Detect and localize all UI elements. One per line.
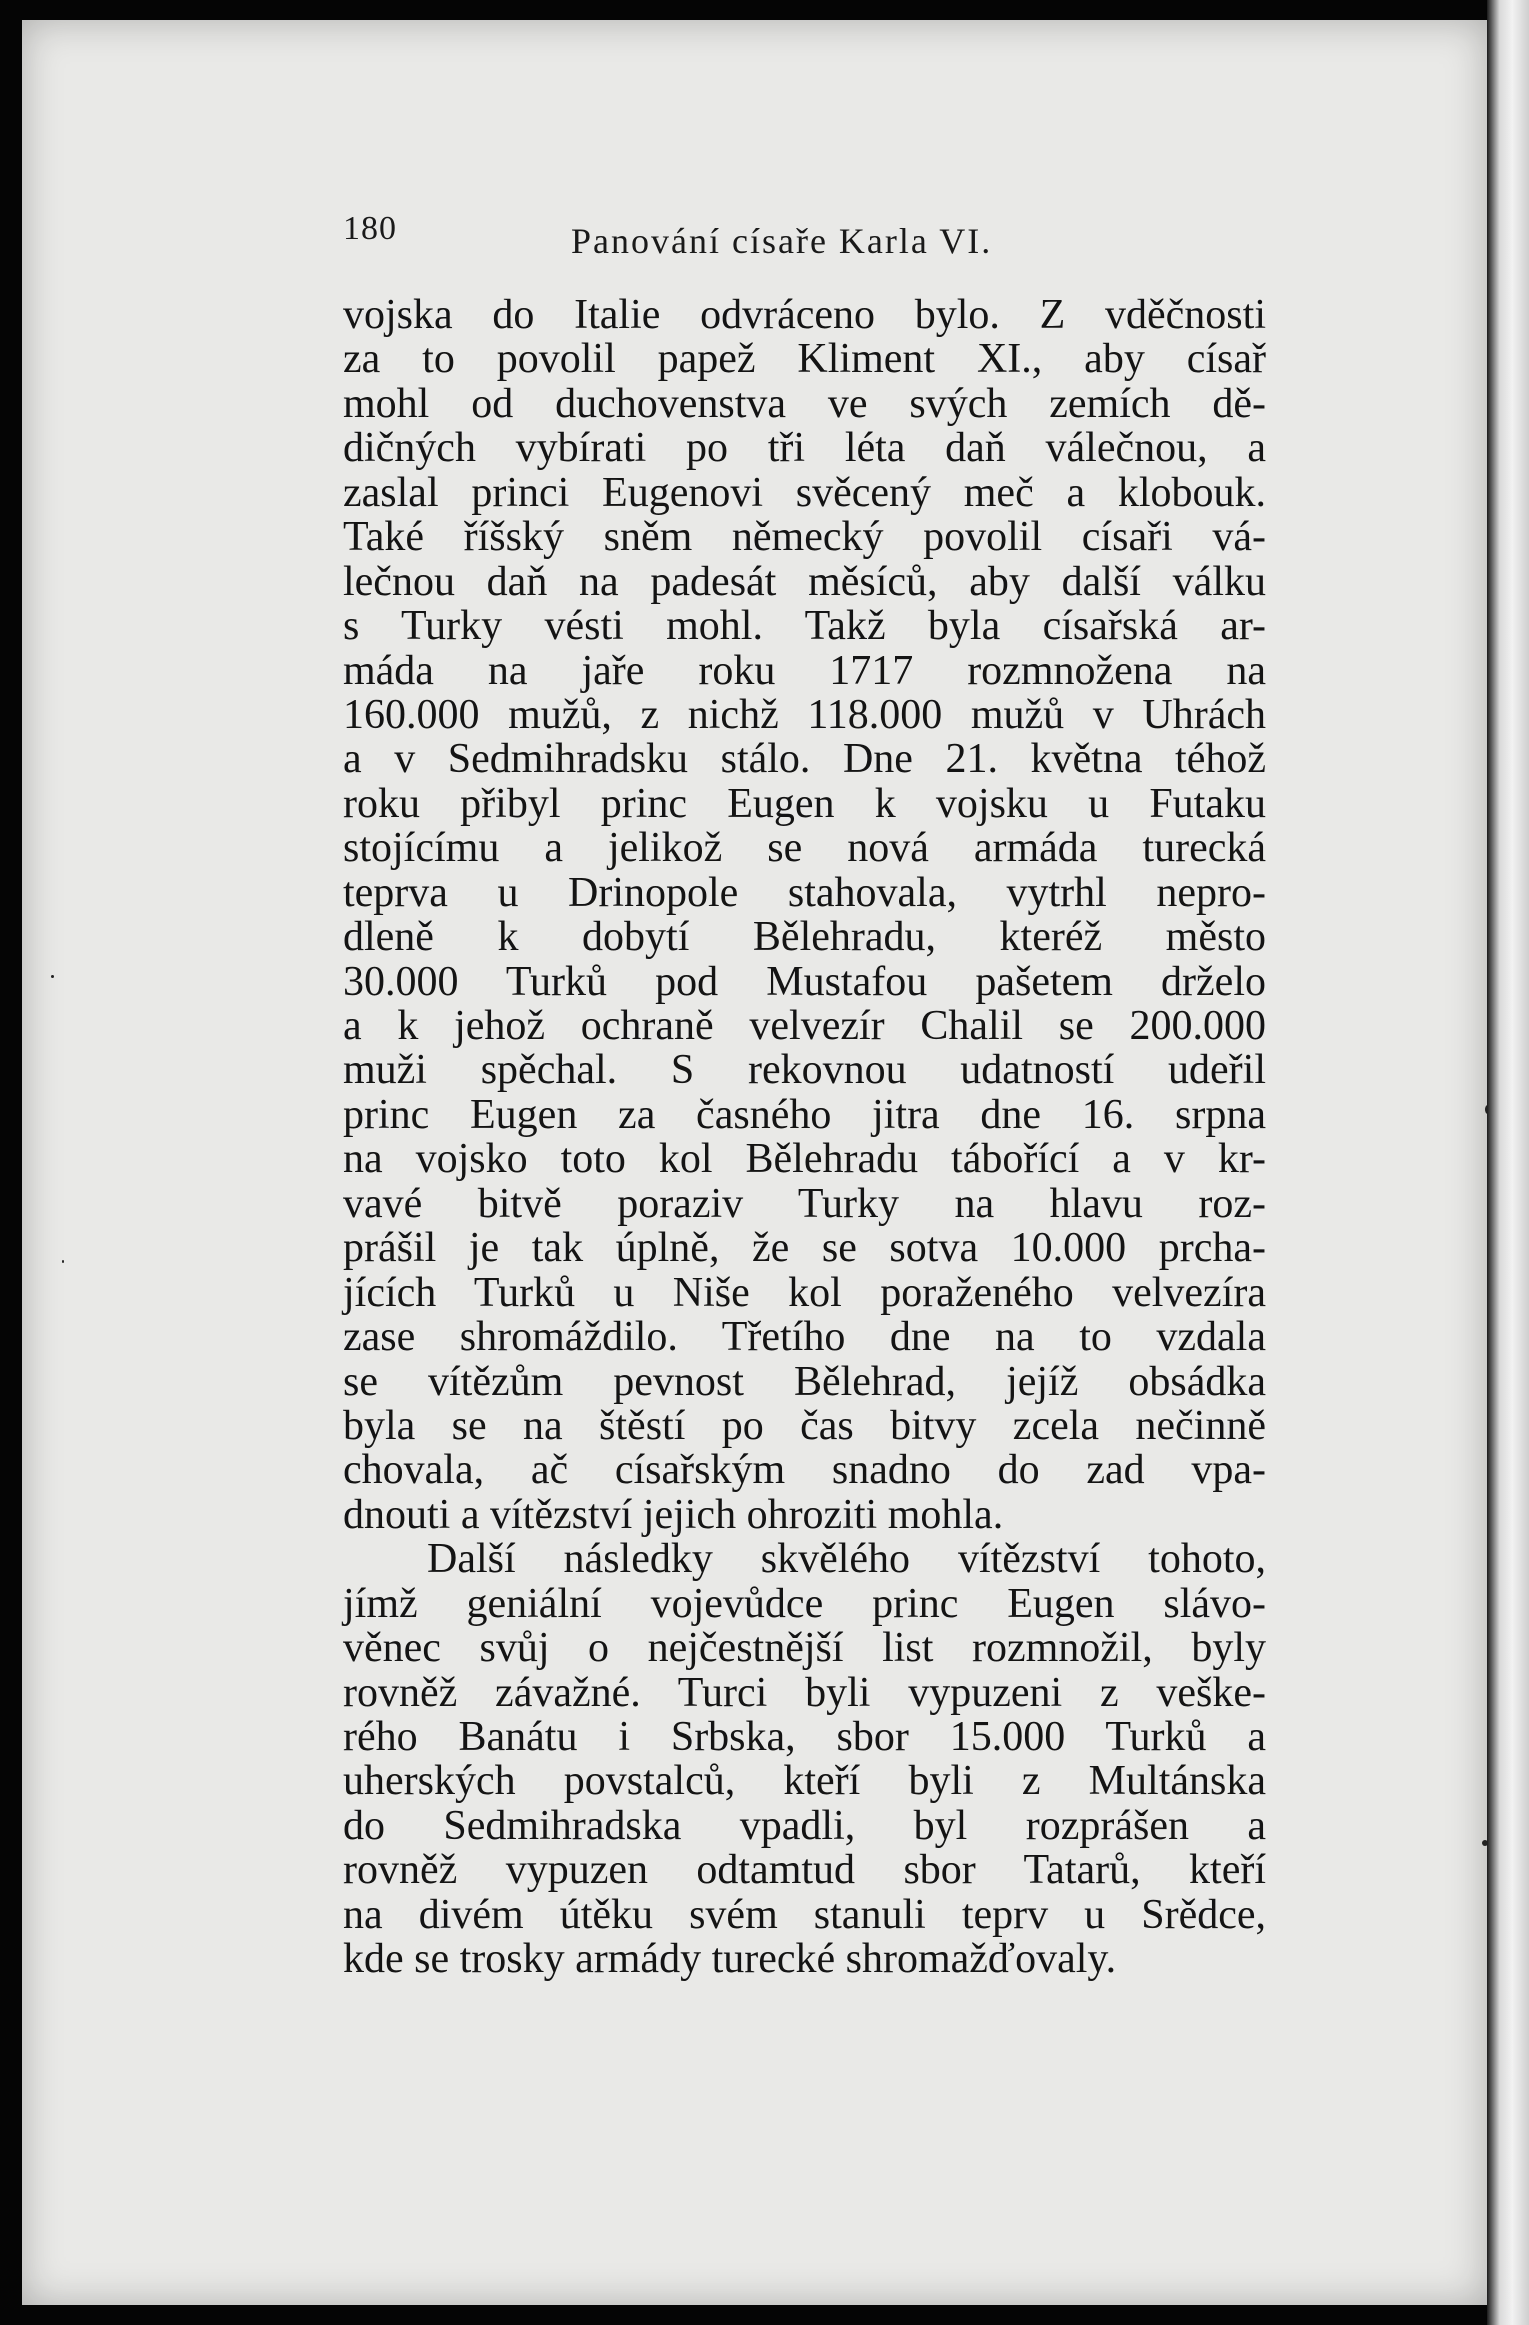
text-line: na divém útěku svém stanuli teprv u Srědce, xyxy=(343,1891,1266,1938)
text-line: jících Turků u Niše kol poraženého velvezíra xyxy=(343,1269,1266,1316)
text-line: kde se trosky armády turecké shromažďovaly. xyxy=(343,1936,1117,1983)
text-line: Také říšský sněm německý povolil císaři vá- xyxy=(343,514,1266,561)
text-line: a k jehož ochraně velvezír Chalil se 200.000 xyxy=(343,1003,1266,1049)
text-line: zase shromáždilo. Třetího dne na to vzdala xyxy=(343,1314,1266,1361)
text-line: lečnou daň na padesát měsíců, aby další válku xyxy=(343,558,1266,605)
running-title: Panování císaře Karla VI. xyxy=(571,221,993,261)
text-line: na vojsko toto kol Bělehradu tábořící a v kr- xyxy=(343,1136,1266,1183)
text-line: chovala, ač císařským snadno do zad vpa- xyxy=(343,1447,1266,1494)
text-line: dleně k dobytí Bělehradu, kteréž město xyxy=(343,914,1266,961)
text-line: dičných vybírati po tři léta daň válečnou, a xyxy=(343,425,1266,472)
page-number: 180 xyxy=(343,210,397,247)
text-line: rého Banátu i Srbska, sbor 15.000 Turků a xyxy=(343,1714,1266,1760)
text-line: zaslal princi Eugenovi svěcený meč a klobouk. xyxy=(343,469,1266,516)
text-line: rovněž vypuzen odtamtud sbor Tatarů, kteří xyxy=(343,1847,1266,1894)
text-line: vavé bitvě poraziv Turky na hlavu roz- xyxy=(343,1180,1266,1227)
text-line: dnouti a vítězství jejich ohroziti mohla. xyxy=(343,1491,1004,1538)
text-line: 160.000 mužů, z nichž 118.000 mužů v Uhrách xyxy=(343,691,1266,738)
text-line: prášil je tak úplně, že se sotva 10.000 prcha- xyxy=(343,1225,1266,1272)
page-edge xyxy=(1487,0,1529,2325)
text-line: uherských povstalců, kteří byli z Multánska xyxy=(343,1758,1266,1805)
text-line: mohl od duchovenstva ve svých zemích dě- xyxy=(343,380,1266,427)
text-line: do Sedmihradska vpadli, byl rozprášen a xyxy=(343,1802,1266,1849)
text-line: vojska do Italie odvráceno bylo. Z vděčnosti xyxy=(343,292,1266,338)
dust-speck xyxy=(62,1260,64,1263)
text-line: a v Sedmihradsku stálo. Dne 21. května téhož xyxy=(343,736,1266,783)
text-line: byla se na štěstí po čas bitvy zcela nečinně xyxy=(343,1402,1266,1449)
text-line: Další následky skvělého vítězství tohoto, xyxy=(427,1536,1266,1583)
text-line: jímž geniální vojevůdce princ Eugen slávo- xyxy=(343,1580,1266,1627)
text-line: máda na jaře roku 1717 rozmnožena na xyxy=(343,647,1266,694)
text-line: věnec svůj o nejčestnější list rozmnožil, byly xyxy=(343,1625,1266,1672)
page-header xyxy=(343,210,1273,270)
body-text xyxy=(343,293,1266,1982)
text-line: se vítězům pevnost Bělehrad, jejíž obsádka xyxy=(343,1358,1266,1405)
text-line: 30.000 Turků pod Mustafou pašetem drželo xyxy=(343,958,1266,1005)
dust-speck xyxy=(51,975,54,978)
text-line: teprva u Drinopole stahovala, vytrhl nepro- xyxy=(343,869,1266,916)
text-line: s Turky vésti mohl. Takž byla císařská ar- xyxy=(343,603,1266,650)
text-line: muži spěchal. S rekovnou udatností udeřil xyxy=(343,1047,1266,1094)
text-line: rovněž závažné. Turci byli vypuzeni z veške- xyxy=(343,1669,1266,1716)
text-line: za to povolil papež Kliment XI., aby císař xyxy=(343,336,1266,383)
text-line: stojícímu a jelikož se nová armáda turecká xyxy=(343,825,1266,872)
text-line: princ Eugen za časného jitra dne 16. srpna xyxy=(343,1091,1266,1138)
text-line: roku přibyl princ Eugen k vojsku u Futaku xyxy=(343,780,1266,827)
